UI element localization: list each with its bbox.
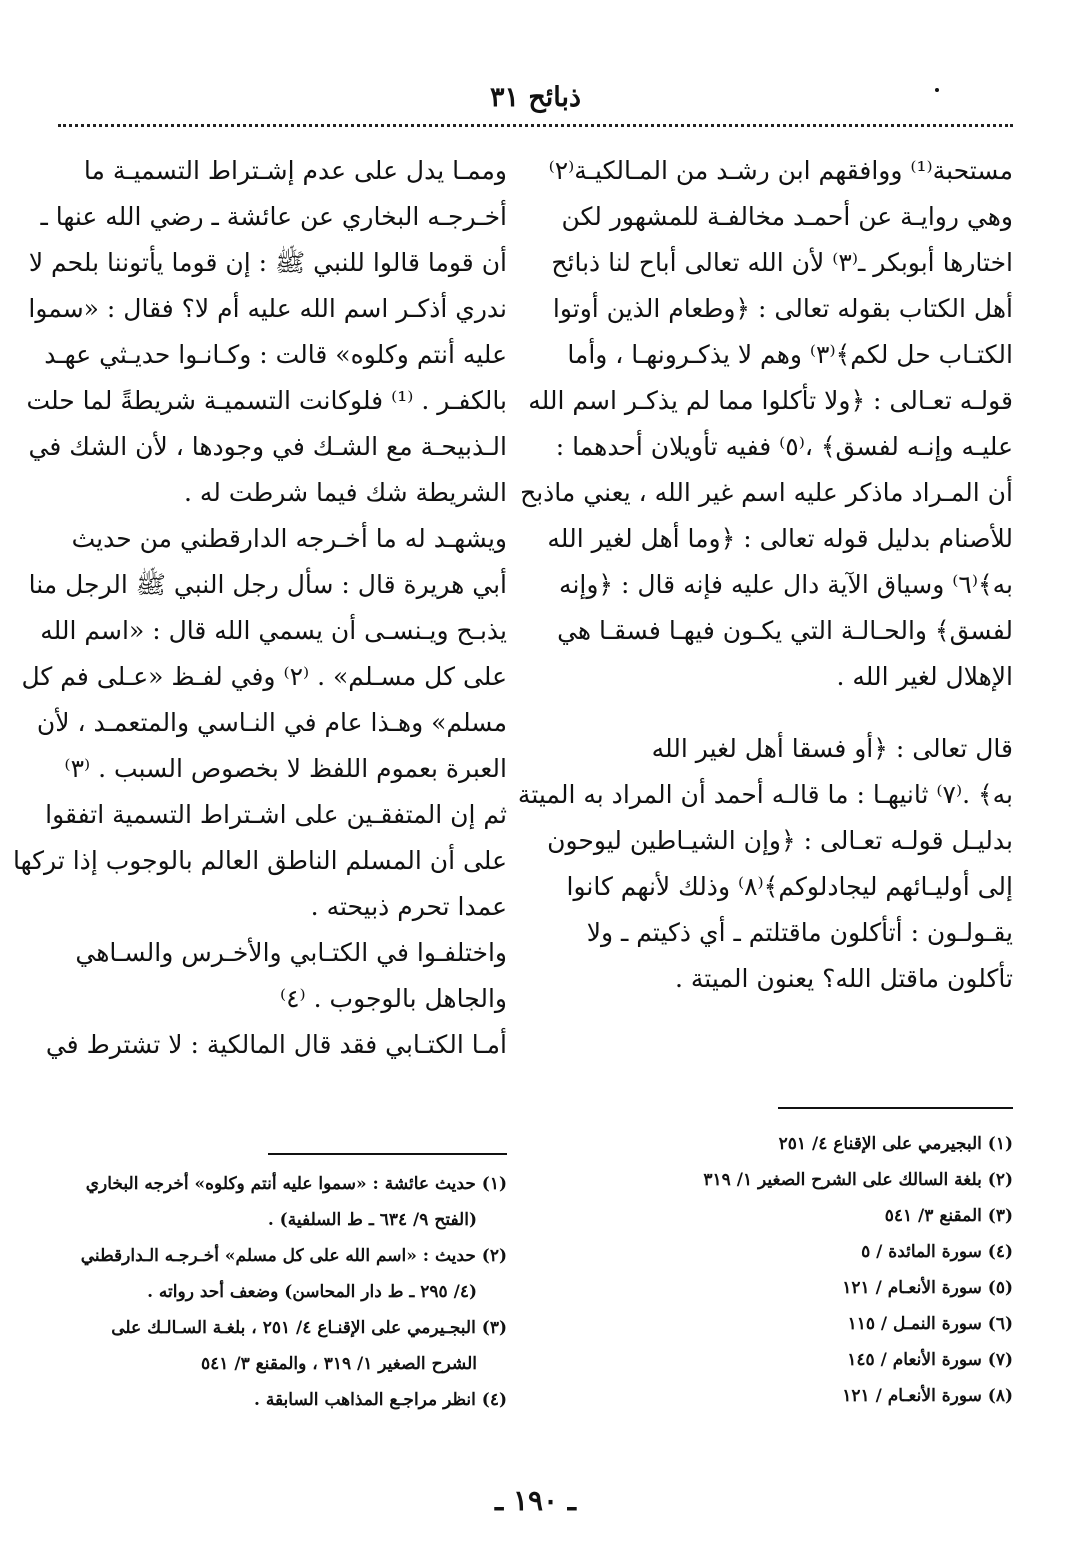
text-line: به﴾ .⁽٧⁾ ثانيهـا : ما قالـه أحمد أن المراد به الميتة <box>517 780 1013 809</box>
footnote-item: (٢) حديث : «اسم الله على كل مسلم» أخـرجـه الـدارقطني <box>80 1246 507 1266</box>
text-line: بدليـل قولـه تعـالى : ﴿وإن الشيـاطين ليوحون <box>547 826 1013 855</box>
text-line: يقـولـون : أتأكلون ماقتلتم ـ أي ذكيتم ـ ولا <box>586 918 1013 947</box>
text-line: أن قوما قالوا للنبي ﷺ : إن قوما يأتوننا بلحم لا <box>28 248 507 277</box>
footnote-separator-left <box>268 1153 507 1155</box>
text-line: أخـرجـه البخاري عن عائشة ـ رضي الله عنها ـ <box>40 202 507 231</box>
text-line: مستحبة⁽¹⁾ ووافقهم ابن رشـد من المـالكيـة⁽٢⁾ <box>548 156 1013 185</box>
text-line: عليه أنتم وكلوه» قالت : وكـانـوا حديـثي عهـد <box>44 340 507 369</box>
footnote-continuation: (الفتح ٩/ ٦٣٤ ـ ط السلفية) . <box>267 1210 477 1230</box>
text-line: عمدا تحرم ذبيحته . <box>310 892 507 921</box>
text-line: ندري أذكـر اسم الله عليه أم لا؟ فقال : «سموا <box>28 294 507 323</box>
text-line: أمـا الكتـابي فقد قال المالكية : لا تشترط في <box>45 1030 507 1059</box>
text-line: العبرة بعموم اللفظ لا بخصوص السبب . ⁽٣⁾ <box>64 754 507 783</box>
footnote-item: (٢) بلغة السالك على الشرح الصغير ١/ ٣١٩ <box>703 1170 1013 1190</box>
text-line: لفسق﴾ والحـالـة التي يكـون فيهـا فسقـا هي <box>557 616 1013 645</box>
text-line: به﴾⁽٦⁾ وسياق الآية دال عليه فإنه قال : ﴿وإنه <box>559 570 1013 599</box>
footnote-item: (٦) سورة النمـل / ١١٥ <box>847 1314 1013 1334</box>
text-line: ويشهـد له ما أخـرجه الدارقطني من حديث <box>71 524 507 553</box>
text-line: اختارها أبوبكر ـ⁽٣⁾ لأن الله تعالى أباح لنا ذبائح <box>551 248 1013 277</box>
text-line: واختلفـوا في الكتـابي والأخـرس والسـاهي <box>75 938 507 967</box>
header-dotted-rule <box>58 124 1013 127</box>
text-line: على كل مسـلم» . ⁽٢⁾ وفي لفـظ «عـلى فم كل <box>21 662 507 691</box>
text-line: الـذبيحـة مع الشـك في وجودها ، لأن الشك في <box>28 432 507 461</box>
text-line: الإهلال لغير الله . <box>836 662 1013 691</box>
text-line: تأكلون ماقتل الله؟ يعنون الميتة . <box>674 964 1013 993</box>
text-line: أن المـراد ماذكر عليه اسم غير الله ، يعني ماذبح <box>520 478 1013 507</box>
text-line: على أن المسلم الناطق العالم بالوجوب إذا تركها <box>13 846 507 875</box>
text-line: قال تعالى : ﴿أو فسقا أهل لغير الله <box>651 734 1013 763</box>
text-line: وممـا يدل على عدم إشـتراط التسميـة ما <box>83 156 507 185</box>
text-line: وهي روايـة عن أحمـد مخالفـة للمشهور لكن <box>561 202 1013 231</box>
footnotes-left <box>55 1166 507 1418</box>
footnote-continuation: (٤/ ٢٩٥ ـ ط دار المحاسن) وضعف أحد رواته . <box>147 1282 477 1302</box>
text-line: مسلم» وهـذا عام في النـاسي والمتعمـد ، لأن <box>36 708 507 737</box>
page-number: ـ ١٩٠ ـ <box>494 1484 577 1517</box>
right-text-column <box>517 148 1013 1002</box>
running-header-title: ذبائح ٣١ <box>489 82 582 113</box>
text-line: عليـه وإنـه لفسق﴾ ،⁽٥⁾ ففيه تأويلان أحدهما : <box>555 432 1013 461</box>
footnote-item: (١) البجيرمي على الإقناع ٤/ ٢٥١ <box>778 1134 1013 1154</box>
footnotes-right <box>555 1126 1013 1414</box>
footnote-item: (٥) سورة الأنعـام / ١٢١ <box>842 1278 1013 1298</box>
text-line: يذبـح ويـنسـى أن يسمي الله قال : «اسم الله <box>40 616 507 645</box>
footnote-separator-right <box>778 1107 1013 1109</box>
paragraph-gap <box>555 700 1013 726</box>
text-line: الكتـاب حل لكم﴾⁽٣⁾ وهم لا يذكـرونهـا ، وأما <box>567 340 1013 369</box>
footnote-item: (٤) انظر مراجـع المذاهب السابقة . <box>254 1390 507 1410</box>
footnote-item: (٣) المقنع ٣/ ٥٤١ <box>884 1206 1013 1226</box>
footnote-item: (٣) البجـيرمي على الإقنـاع ٤/ ٢٥١ ، بلغـة السـالـك على <box>111 1318 507 1338</box>
footnote-item: (٧) سورة الأنعام / ١٤٥ <box>847 1350 1013 1370</box>
text-line: بالكفـر . ⁽¹⁾ فلوكانت التسميـة شريطةً لما حلت <box>26 386 507 415</box>
text-line: قولـه تعـالى : ﴿ولا تأكلوا مما لم يذكـر اسم الله <box>528 386 1013 415</box>
footnote-continuation: الشرح الصغير ١/ ٣١٩ ، والمقنع ٣/ ٥٤١ <box>201 1354 477 1374</box>
text-line: الشريطة شك فيما شرطت له . <box>184 478 507 507</box>
text-line: إلى أوليـائهم ليجادلوكم﴾⁽٨⁾ وذلك لأنهم كانوا <box>566 872 1013 901</box>
footnote-item: (٨) سورة الأنعـام / ١٢١ <box>842 1386 1013 1406</box>
text-line: والجاهل بالوجوب . ⁽٤⁾ <box>279 984 507 1013</box>
footnote-item: (٤) سورة المائدة / ٥ <box>861 1242 1013 1262</box>
text-line: ثم إن المتفقـين على اشـتراط التسمية اتفقوا <box>45 800 507 829</box>
footnote-item: (١) حديث عائشة : «سموا عليه أنتم وكلوه» أخرجه البخاري <box>85 1174 507 1194</box>
text-line: أهل الكتاب بقوله تعالى : ﴿وطعام الذين أوتوا <box>552 294 1013 323</box>
left-text-column <box>13 148 507 1068</box>
text-line: أبي هريرة قال : سأل رجل النبي ﷺ الرجل منا <box>28 570 507 599</box>
text-line: للأصنام بدليل قوله تعالى : ﴿وما أهل لغير الله <box>547 524 1013 553</box>
